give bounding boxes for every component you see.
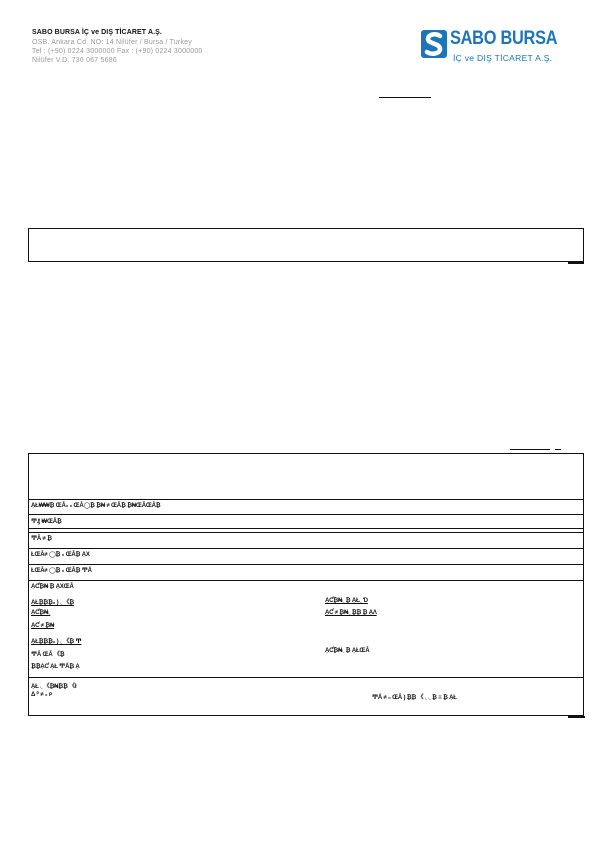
document-number-line	[379, 97, 431, 98]
info-box-shadow	[568, 262, 584, 264]
company-phone-fax: Tel : (+90) 0224 3000000 Fax : (+90) 0224 3000000	[32, 48, 203, 55]
logo-subtitle: İÇ ve DIŞ TİCARET A.Ş.	[453, 53, 553, 63]
company-name: SABO BURSA İÇ ve DIŞ TİCARET A.Ş.	[32, 29, 162, 36]
detail-right-2: ẠƇ ≠ ₿₦◟ ₿₿ ₿ ẠΛ	[325, 610, 377, 616]
footer-right: ͲẤ ≠ ₀ ŒĀ ) ₿₿ 《 ◟ ◟ ₿ ≡ ₿ ẠŁ	[372, 695, 457, 701]
table-divider	[28, 532, 584, 533]
table-divider	[28, 677, 584, 678]
detail-left-5: ẠŁ₿₿₿₀ ) ◟ 《₿ Ͳ	[31, 639, 82, 645]
details-table-shadow	[568, 716, 585, 718]
detail-left-3: ẠƇ₿₦◟	[31, 610, 51, 616]
detail-left-4: ẠƇ ≠ ₿₦	[31, 623, 55, 629]
detail-left-7: ₿₿ẠƇ ẠŁ ͲẤ₿ Ạ	[31, 664, 80, 670]
logo-mark-icon	[421, 30, 447, 58]
table-divider	[28, 548, 584, 549]
detail-left-2: ẠŁ₿₿₿₀ ) ◟ 《₿	[31, 600, 74, 606]
table-divider	[28, 580, 584, 581]
table-row-4: ŁŒĀ≠ ◯₿ ₀ ŒĀ₿ ẠΧ	[31, 552, 90, 558]
table-inner-row-box	[28, 514, 584, 529]
table-row-1: ẠŁ₩₩₿ ŒĀ₀ ₀ ŒĀ◯₿ ₿₦ ≠ ŒĀ₿ ₿₦ŒĀŒĀ₿	[31, 503, 161, 509]
company-address: OSB. Ankara Cd. NO: 14 Nilüfer / Bursa / Turkey	[32, 39, 192, 46]
table-row-3: ͲĀ ≠ ₿	[31, 536, 52, 542]
company-tax-number: Nilüfer V.D. 736 067 5686	[32, 57, 117, 64]
table-row-2: Ͳ₰ ₩ŒĀ₿	[31, 519, 62, 525]
footer-left-1: ẠŁ ◟ 《₿₦₿₿ 《Ɨ	[31, 684, 77, 690]
table-divider	[28, 499, 584, 500]
logo-title: SABO BURSA	[450, 28, 558, 49]
table-row-5: ŁŒĀ≠ ◯₿ ₀ ŒĀ₿ ͲẤ	[31, 568, 92, 574]
footer-left-2: Δ ᴾ ≠ ₀ ᴘ	[31, 692, 53, 698]
date-line-end	[555, 449, 561, 450]
detail-left-1: ẠƇ₿₦ ₿ ẠΧŒĀ	[31, 584, 74, 590]
detail-right-3: ẠƇ₿₦◟ ₿ ẠŁŒĀ	[325, 648, 370, 654]
date-line	[510, 449, 550, 450]
detail-left-6: ͲĀ ŒĀ 《₿	[31, 652, 65, 658]
company-logo	[418, 28, 568, 68]
table-divider	[28, 564, 584, 565]
detail-right-1: ẠƇ₿₦◟ ₿ ẠŁ◟ Ɗ	[325, 598, 368, 604]
info-box	[28, 228, 584, 262]
